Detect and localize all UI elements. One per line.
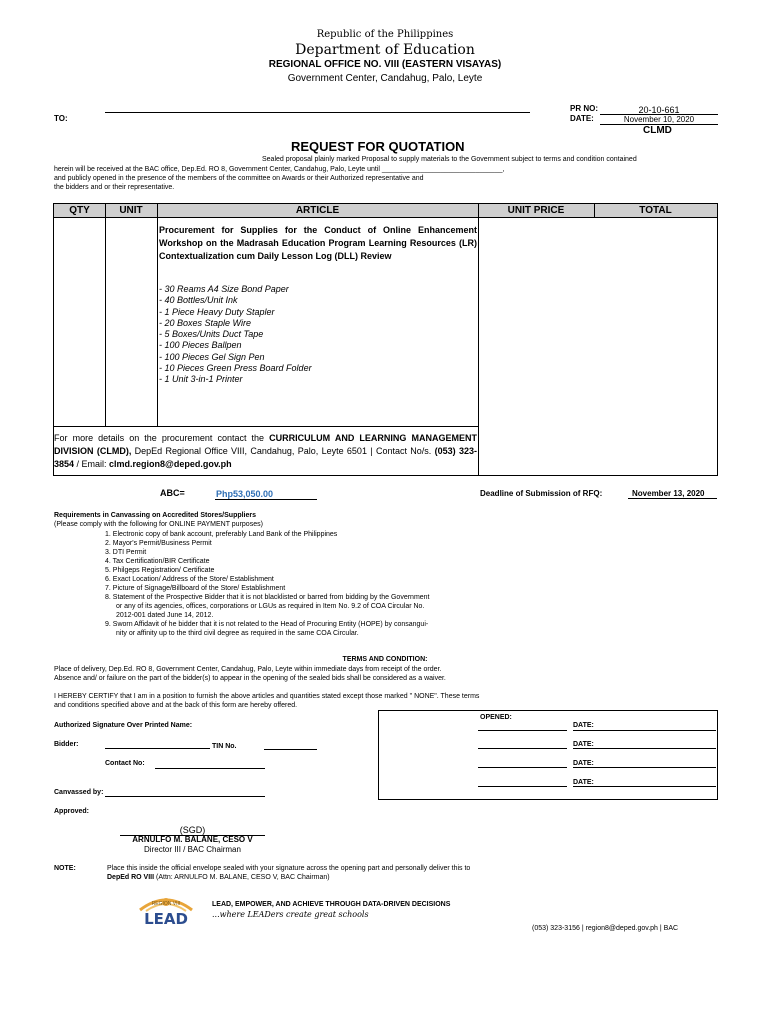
intro-line-2: herein will be received at the BAC office, Dep.Ed. RO 8, Government Center, Candahug, Palo, Leyte until _______________________________, bbox=[54, 166, 505, 173]
date-line[interactable] bbox=[573, 748, 716, 749]
contact-no-label: Contact No: bbox=[105, 760, 145, 767]
note-office: DepEd RO VIII bbox=[107, 874, 155, 881]
terms-line-1: Place of delivery, Dep.Ed. RO 8, Government Center, Candahug, Palo, Leyte within immediate days from receipt of the order. bbox=[54, 666, 442, 673]
list-item: nity or affinity up to the third civil degree as required in the same COA Circular. bbox=[116, 630, 359, 637]
opened-line[interactable] bbox=[478, 767, 567, 768]
list-item: or any of its agencies, offices, corporations or LGUs as required in Item No. 9.2 of COA Circular No. bbox=[116, 603, 425, 610]
list-item: - 20 Boxes Staple Wire bbox=[159, 317, 251, 328]
contact-text: For more details on the procurement contact the bbox=[54, 433, 270, 443]
signatory-name: ARNULFO M. BALANE, CESO V bbox=[132, 835, 253, 844]
col-divider bbox=[594, 204, 595, 218]
list-item: 7. Picture of Signage/Billboard of the Store/ Establishment bbox=[105, 585, 286, 592]
opened-line[interactable] bbox=[478, 786, 567, 787]
list-item: - 1 Unit 3-in-1 Printer bbox=[159, 374, 243, 385]
logo-region: REGION VIII bbox=[151, 901, 181, 907]
date-label: DATE: bbox=[570, 114, 594, 123]
date-short-label: DATE: bbox=[573, 741, 594, 748]
logo-lead: LEAD bbox=[144, 910, 188, 928]
abc-label: ABC= bbox=[160, 488, 185, 498]
terms-title: TERMS AND CONDITION: bbox=[342, 656, 428, 663]
requirements-list bbox=[105, 530, 505, 638]
intro-line-1: Sealed proposal plainly marked Proposal to supply materials to the Government subject to terms and condition contained bbox=[262, 156, 637, 163]
note-label: NOTE: bbox=[54, 865, 76, 872]
list-item: 4. Tax Certification/BIR Certificate bbox=[105, 558, 210, 565]
tin-label: TIN No. bbox=[212, 743, 237, 750]
items-table bbox=[53, 203, 718, 476]
certify-line-2: and conditions specified above and at the back of this form are hereby offered. bbox=[54, 702, 298, 709]
signatory-position: Director III / BAC Chairman bbox=[144, 845, 241, 854]
list-item: 1. Electronic copy of bank account, preferably Land Bank of the Philippines bbox=[105, 531, 338, 538]
bidder-label: Bidder: bbox=[54, 741, 79, 748]
list-item: - 40 Bottles/Unit Ink bbox=[159, 295, 238, 306]
date-short-label: DATE: bbox=[573, 779, 594, 786]
list-item: - 100 Pieces Ballpen bbox=[159, 340, 242, 351]
requirements-title: Requirements in Canvassing on Accredited Stores/Suppliers bbox=[54, 512, 257, 519]
intro-line-3: and publicly opened in the presence of the members of the committee on Awards or their Authorized representative and bbox=[54, 175, 424, 182]
contact-division: CURRICULUM AND LEARNING MANAGEMENT DIVISION (CLMD), bbox=[54, 433, 477, 456]
list-item: 6. Exact Location/ Address of the Store/ Establishment bbox=[105, 576, 274, 583]
list-item: 2. Mayor's Permit/Business Permit bbox=[105, 540, 212, 547]
auth-signature-label: Authorized Signature Over Printed Name: bbox=[54, 722, 193, 729]
contact-no-field-line[interactable] bbox=[155, 768, 265, 769]
col-divider bbox=[478, 204, 479, 475]
to-field-line bbox=[105, 112, 530, 113]
list-item: - 10 Pieces Green Press Board Folder bbox=[159, 363, 312, 374]
document-title: REQUEST FOR QUOTATION bbox=[291, 139, 465, 154]
list-item: - 30 Reams A4 Size Bond Paper bbox=[159, 284, 289, 294]
date-line[interactable] bbox=[573, 786, 716, 787]
list-item: 2012-001 dated June 14, 2012. bbox=[116, 612, 214, 619]
bidder-field-line[interactable] bbox=[105, 748, 210, 749]
footer-contact: (053) 323-3156 | region8@deped.gov.ph | BAC bbox=[532, 925, 679, 932]
republic-text: Republic of the Philippines bbox=[316, 29, 454, 40]
contact-info bbox=[54, 432, 477, 471]
header-unit: UNIT bbox=[119, 205, 143, 216]
to-label: TO: bbox=[54, 114, 68, 123]
opened-line[interactable] bbox=[478, 730, 567, 731]
terms-line-2: Absence and/ or failure on the part of the bidder(s) to appear in the opening of the sealed bids shall be considered as a waiver. bbox=[54, 675, 446, 682]
abc-line bbox=[215, 499, 317, 500]
division-code: CLMD bbox=[643, 125, 672, 136]
lead-logo bbox=[134, 888, 198, 928]
list-item: - 5 Boxes/Units Duct Tape bbox=[159, 329, 264, 340]
list-item: 3. DTI Permit bbox=[105, 549, 147, 556]
contact-phone: (053) 323-3854 bbox=[54, 446, 477, 469]
tin-field-line[interactable] bbox=[264, 749, 317, 750]
date-short-label: DATE: bbox=[573, 760, 594, 767]
sgd-text: (SGD) bbox=[179, 825, 206, 835]
date-line[interactable] bbox=[573, 767, 716, 768]
article-items bbox=[159, 284, 477, 386]
intro-line-4: the bidders and or their representative. bbox=[54, 184, 175, 191]
contact-text: / Email: bbox=[74, 459, 110, 469]
list-item: 8. Statement of the Prospective Bidder that it is not blacklisted or barred from bidding by the Government bbox=[105, 594, 430, 601]
pr-no-value: 20-10-661 bbox=[638, 105, 680, 115]
date-line[interactable] bbox=[573, 730, 716, 731]
note-line-1: Place this inside the official envelope sealed with your signature across the opening part and personally deliver this to bbox=[107, 865, 471, 872]
signature-line bbox=[120, 835, 265, 836]
list-item: - 100 Pieces Gel Sign Pen bbox=[159, 351, 265, 362]
note-line-2 bbox=[107, 873, 330, 882]
header-unit-price: UNIT PRICE bbox=[507, 205, 565, 216]
office-address: Government Center, Candahug, Palo, Leyte bbox=[287, 73, 483, 84]
col-divider bbox=[105, 204, 106, 426]
opened-label: OPENED: bbox=[480, 714, 512, 721]
regional-office: REGIONAL OFFICE NO. VIII (EASTERN VISAYAS) bbox=[268, 59, 502, 70]
abc-value: Php53,050.00 bbox=[216, 489, 274, 499]
col-divider bbox=[157, 204, 158, 426]
deadline-value: November 13, 2020 bbox=[632, 489, 705, 498]
requirements-subtitle: (Please comply with the following for ONLINE PAYMENT purposes) bbox=[54, 521, 263, 528]
note-attn: (Attn: ARNULFO M. BALANE, CESO V, BAC Chairman) bbox=[154, 874, 330, 881]
list-item: - 1 Piece Heavy Duty Stapler bbox=[159, 306, 275, 317]
article-title: Procurement for Supplies for the Conduct of Online Enhancement Workshop on the Madrasah Education Program Learning Resources (LR) Contextualization cum Daily Lesson Log (DLL) Review bbox=[159, 225, 477, 261]
date-value: November 10, 2020 bbox=[623, 115, 695, 124]
certify-line-1: I HEREBY CERTIFY that I am in a position to furnish the above articles and quantities stated except those marked " NONE". These terms bbox=[54, 693, 480, 700]
department-title: Department of Education bbox=[295, 42, 475, 58]
list-item: 5. Philgeps Registration/ Certificate bbox=[105, 567, 215, 574]
contact-text: DepEd Regional Office VIII, Candahug, Palo, Leyte 6501 | Contact No/s. bbox=[131, 446, 435, 456]
tagline: ...where LEADers create great schools bbox=[212, 910, 369, 919]
canvassed-field-line[interactable] bbox=[105, 796, 265, 797]
deadline-label: Deadline of Submission of RFQ: bbox=[480, 489, 603, 498]
header-total: TOTAL bbox=[639, 205, 672, 216]
header-article: ARTICLE bbox=[295, 205, 340, 216]
list-item: 9. Sworn Affidavit of he bidder that it is not related to the Head of Procuring Entity (HOPE) by consangui- bbox=[105, 621, 429, 628]
opened-line[interactable] bbox=[478, 748, 567, 749]
contact-divider bbox=[54, 426, 478, 427]
pr-no-label: PR NO: bbox=[570, 104, 598, 113]
deadline-line bbox=[628, 498, 717, 499]
header-qty: QTY bbox=[69, 205, 90, 216]
approved-label: Approved: bbox=[54, 808, 89, 815]
motto: LEAD, EMPOWER, AND ACHIEVE THROUGH DATA-DRIVEN DECISIONS bbox=[212, 901, 451, 908]
date-short-label: DATE: bbox=[573, 722, 594, 729]
contact-email: clmd.region8@deped.gov.ph bbox=[109, 459, 232, 469]
canvassed-label: Canvassed by: bbox=[54, 789, 104, 796]
